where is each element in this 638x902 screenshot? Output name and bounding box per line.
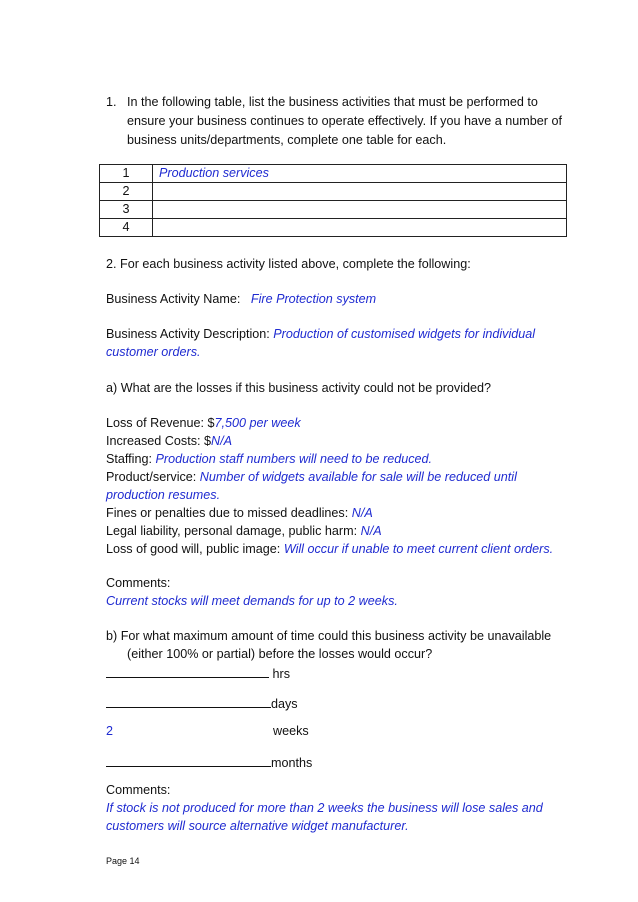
activity-cell[interactable] bbox=[153, 183, 567, 201]
activity-name bbox=[106, 292, 376, 306]
comments-2-value-cont[interactable]: customers will source alternative widget manufacturer. bbox=[106, 819, 409, 833]
product-service-label: Product/service: bbox=[106, 470, 197, 484]
comments-label: Comments: bbox=[106, 576, 171, 590]
time-field-months bbox=[106, 754, 312, 770]
activity-cell[interactable] bbox=[153, 219, 567, 237]
months-blank[interactable] bbox=[106, 754, 271, 767]
time-field-weeks bbox=[106, 724, 309, 738]
months-unit: months bbox=[271, 756, 313, 770]
loss-of-revenue bbox=[106, 416, 301, 430]
increased-costs-value[interactable]: N/A bbox=[211, 434, 232, 448]
activity-description-value[interactable]: Production of customised widgets for individual bbox=[273, 327, 536, 341]
question-2: 2. For each business activity listed above, complete the following: bbox=[106, 257, 471, 271]
weeks-unit: weeks bbox=[273, 724, 309, 738]
loss-of-revenue-label: Loss of Revenue: $ bbox=[106, 416, 215, 430]
legal-liability-label: Legal liability, personal damage, public harm: bbox=[106, 524, 358, 538]
product-service bbox=[106, 470, 517, 484]
table-row bbox=[100, 201, 567, 219]
loss-of-goodwill-label: Loss of good will, public image: bbox=[106, 542, 281, 556]
question-1-number: 1. bbox=[106, 95, 117, 109]
table-row bbox=[100, 165, 567, 183]
activity-description-label: Business Activity Description: bbox=[106, 327, 270, 341]
increased-costs bbox=[106, 434, 232, 448]
page-number: Page 14 bbox=[106, 856, 140, 866]
question-1-text: In the following table, list the business activities that must be performed to ensure your business continues to operate effectively. If you have a number of business units/departments, complete one table for each. bbox=[127, 95, 562, 147]
activity-description-value-cont[interactable]: customer orders. bbox=[106, 345, 201, 359]
row-number: 1 bbox=[100, 165, 153, 183]
comments-2-value[interactable]: If stock is not produced for more than 2 weeks the business will lose sales and bbox=[106, 801, 543, 815]
fines-penalties-value[interactable]: N/A bbox=[351, 506, 373, 520]
row-number: 4 bbox=[100, 219, 153, 237]
time-field-days bbox=[106, 695, 298, 711]
staffing-label: Staffing: bbox=[106, 452, 152, 466]
loss-of-goodwill bbox=[106, 542, 553, 556]
weeks-value[interactable]: 2 bbox=[106, 724, 114, 738]
increased-costs-label: Increased Costs: $ bbox=[106, 434, 211, 448]
product-service-value-cont[interactable]: production resumes. bbox=[106, 488, 221, 502]
time-field-hrs bbox=[106, 665, 290, 681]
activity-name-value[interactable]: Fire Protection system bbox=[250, 292, 377, 306]
table-row bbox=[100, 219, 567, 237]
question-b: b) For what maximum amount of time could this business activity be unavailable bbox=[106, 629, 552, 643]
days-blank[interactable] bbox=[106, 695, 271, 708]
hrs-blank[interactable] bbox=[106, 665, 269, 678]
row-number: 2 bbox=[100, 183, 153, 201]
days-unit: days bbox=[271, 697, 298, 711]
question-a: a) What are the losses if this business activity could not be provided? bbox=[106, 381, 492, 395]
activity-cell[interactable]: Production services bbox=[153, 165, 567, 183]
activities-table bbox=[99, 164, 567, 237]
comments-value[interactable]: Current stocks will meet demands for up to 2 weeks. bbox=[106, 594, 398, 608]
row-number: 3 bbox=[100, 201, 153, 219]
fines-penalties-label: Fines or penalties due to missed deadlines: bbox=[106, 506, 349, 520]
loss-of-goodwill-value[interactable]: Will occur if unable to meet current client orders. bbox=[283, 542, 554, 556]
fines-penalties bbox=[106, 506, 373, 520]
loss-of-revenue-value[interactable]: 7,500 per week bbox=[214, 416, 301, 430]
comments-2-label: Comments: bbox=[106, 783, 171, 797]
staffing-value[interactable]: Production staff numbers will need to be reduced. bbox=[155, 452, 433, 466]
legal-liability-value[interactable]: N/A bbox=[360, 524, 382, 538]
legal-liability bbox=[106, 524, 382, 538]
activity-name-label: Business Activity Name: bbox=[106, 292, 241, 306]
activity-description bbox=[106, 327, 535, 341]
table-row bbox=[100, 183, 567, 201]
activity-cell[interactable] bbox=[153, 201, 567, 219]
staffing bbox=[106, 452, 432, 466]
question-b-cont: (either 100% or partial) before the losses would occur? bbox=[127, 647, 433, 661]
hrs-unit: hrs bbox=[272, 667, 290, 681]
product-service-value[interactable]: Number of widgets available for sale will be reduced until bbox=[199, 470, 517, 484]
